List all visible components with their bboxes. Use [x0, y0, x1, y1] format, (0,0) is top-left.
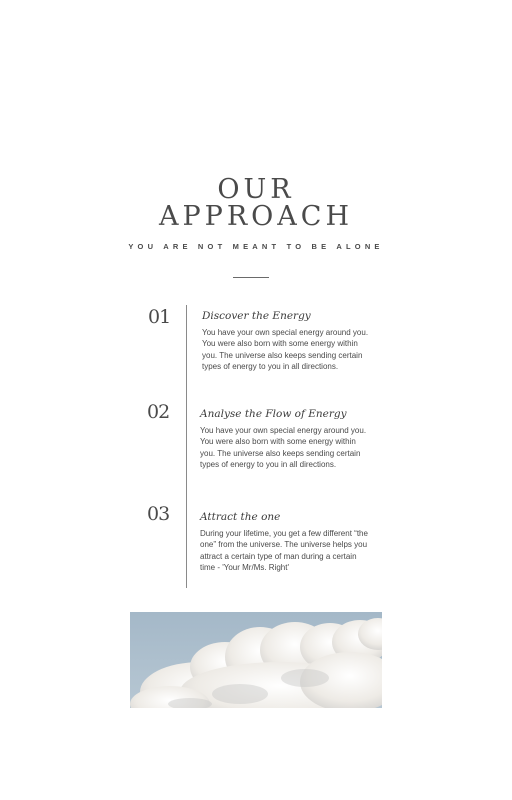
step-number-2: 02 — [147, 401, 170, 423]
title-line-our: OUR — [217, 174, 295, 205]
timeline-line — [186, 305, 187, 588]
title-line-approach: APPROACH — [159, 201, 353, 232]
step-title-2: Analyse the Flow of Energy — [200, 408, 347, 420]
step-body-3: During your lifetime, you get a few different “the one” from the universe. The universe helps you attract a certain type of man during a certain time - 'Your Mr/Ms. Right' — [200, 529, 368, 572]
cloud-image — [130, 612, 382, 708]
divider — [233, 277, 269, 278]
step-body-2: You have your own special energy around you. You were also born with some energy within you. The universe also keeps sending certain types of energy to you in all directions. — [200, 426, 367, 469]
step-body-1: You have your own special energy around you. You were also born with some energy within you. The universe also keeps sending certain types of energy to you in all directions. — [202, 328, 369, 371]
tagline: YOU ARE NOT MEANT TO BE ALONE — [128, 242, 384, 251]
step-title-1: Discover the Energy — [202, 310, 311, 322]
step-title-3: Attract the one — [200, 511, 281, 523]
step-number-3: 03 — [147, 503, 170, 525]
step-number-1: 01 — [148, 306, 171, 328]
page-title — [0, 176, 512, 230]
cloud-illustration — [130, 612, 382, 708]
